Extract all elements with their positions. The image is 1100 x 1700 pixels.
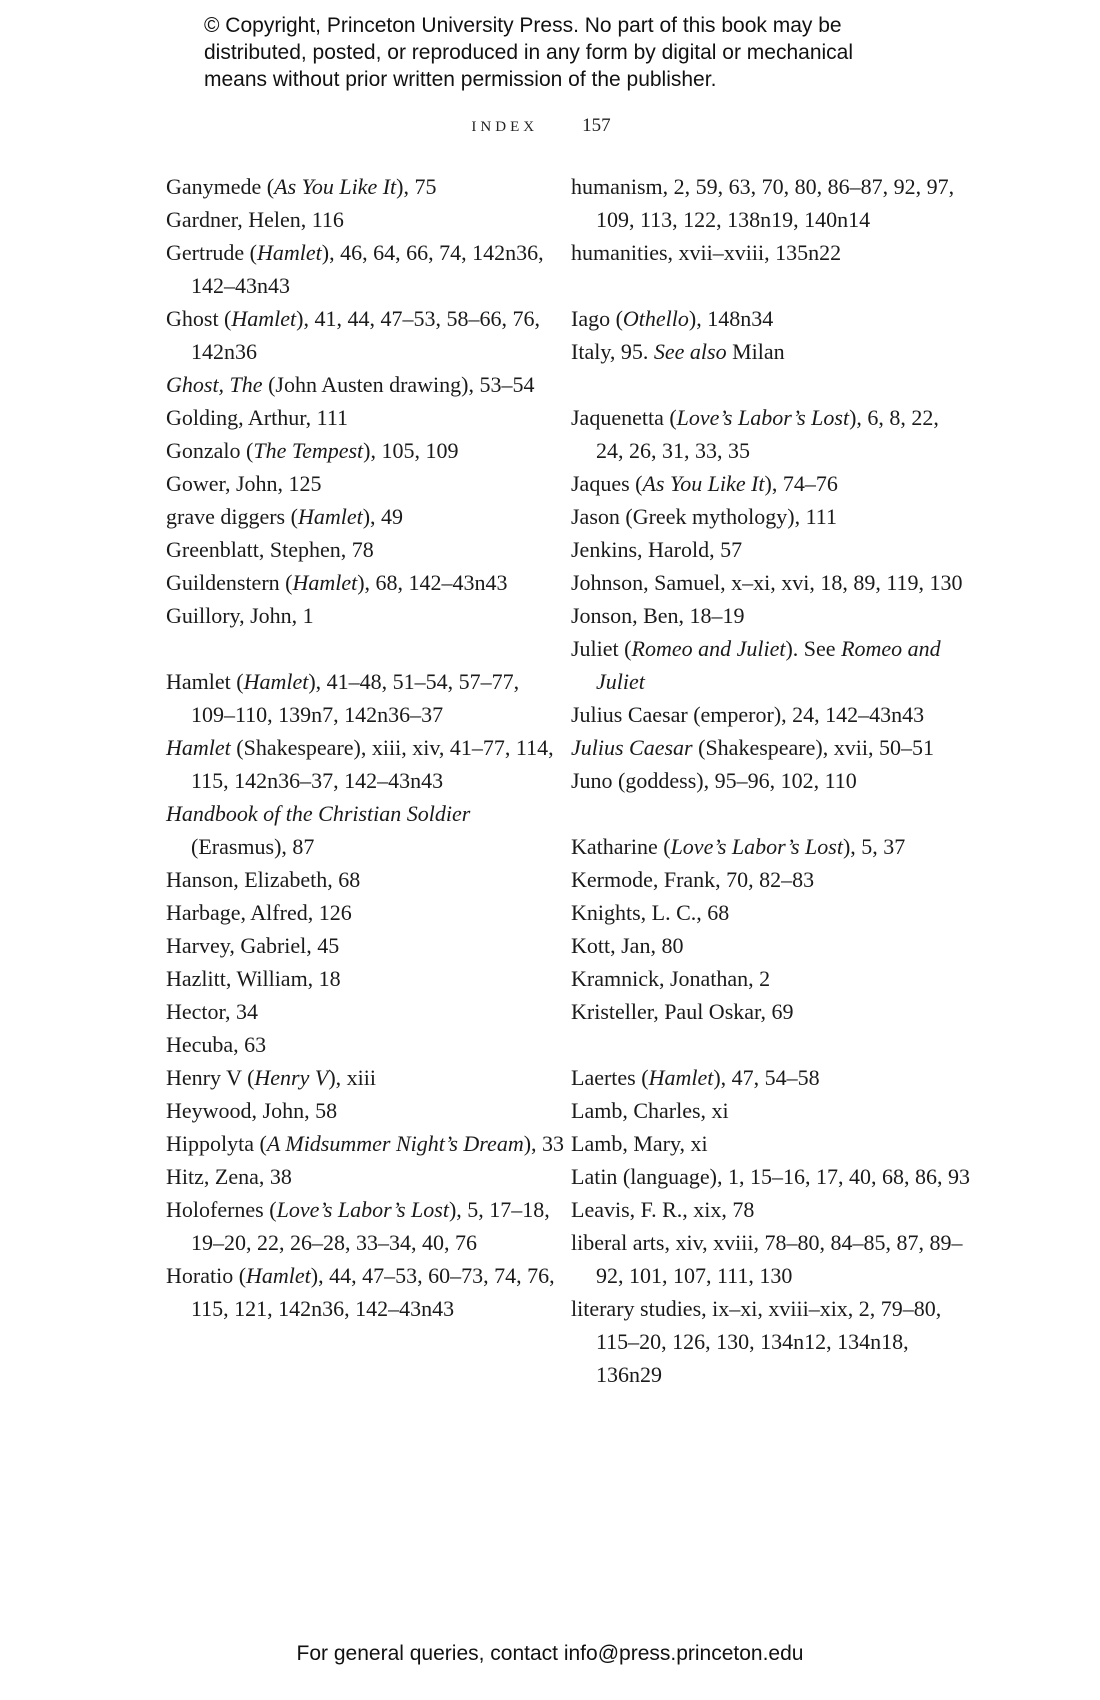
- index-entry-text: ), xiii: [328, 1065, 376, 1090]
- index-entry: [571, 764, 971, 797]
- index-entry-text: Knights, L. C., 68: [571, 900, 730, 925]
- index-entry: [571, 863, 971, 896]
- index-entry-italic-text: Ghost, The: [166, 372, 263, 397]
- index-entry-text: Katharine (: [571, 834, 671, 859]
- index-entry-text: Juno (goddess), 95–96, 102, 110: [571, 768, 857, 793]
- index-entry: [571, 962, 971, 995]
- index-entry-text: ), 74–76: [764, 471, 838, 496]
- index-entry-text: Milan: [726, 339, 785, 364]
- index-entry-text: Hector, 34: [166, 999, 258, 1024]
- index-entry-text: Gonzalo (: [166, 438, 254, 463]
- copyright-notice: [204, 12, 924, 93]
- index-entry-text: Ganymede (: [166, 174, 275, 199]
- index-entry-text: ), 5, 37: [842, 834, 906, 859]
- index-entry: [571, 335, 971, 368]
- index-entry: [166, 368, 566, 401]
- index-entry: [571, 929, 971, 962]
- index-entry-text: Johnson, Samuel, x–xi, xvi, 18, 89, 119, 130: [571, 570, 963, 595]
- index-entry: [166, 467, 566, 500]
- index-entry-italic-text: Romeo and Juliet: [596, 636, 941, 694]
- index-entry-text: ), 49: [362, 504, 404, 529]
- index-entry: [571, 236, 971, 269]
- index-entry-text: Holofernes (: [166, 1197, 277, 1222]
- index-entry-text: (Shakespeare), xvii, 50–51: [692, 735, 934, 760]
- running-head: [0, 112, 1100, 141]
- index-entry: [571, 401, 971, 467]
- index-entry: [571, 1127, 971, 1160]
- index-entry: [166, 566, 566, 599]
- index-entry: [166, 401, 566, 434]
- index-entry-text: Heywood, John, 58: [166, 1098, 338, 1123]
- index-entry-italic-text: Henry V: [254, 1065, 329, 1090]
- index-entry-text: Guillory, John, 1: [166, 603, 314, 628]
- index-entry-text: Julius Caesar (emperor), 24, 142–43n43: [571, 702, 925, 727]
- index-entry-text: Hanson, Elizabeth, 68: [166, 867, 361, 892]
- index-entry: [571, 533, 971, 566]
- index-entry-italic-text: Romeo and Juliet: [631, 636, 786, 661]
- index-entry: [571, 302, 971, 335]
- index-entry-italic-text: Hamlet: [297, 504, 363, 529]
- index-entry-text: Guildenstern (: [166, 570, 293, 595]
- index-column-right: [571, 170, 971, 1391]
- index-entry-text: Lamb, Mary, xi: [571, 1131, 708, 1156]
- index-entry-text: Kristeller, Paul Oskar, 69: [571, 999, 794, 1024]
- index-entry: [166, 203, 566, 236]
- index-entry-text: Kramnick, Jonathan, 2: [571, 966, 771, 991]
- copyright-line: distributed, posted, or reproduced in any form by digital or mechanical: [204, 41, 854, 64]
- index-entry-italic-text: Hamlet: [243, 669, 309, 694]
- index-entry-text: humanism, 2, 59, 63, 70, 80, 86–87, 92, 97, 109, 113, 122, 138n19, 140n14: [571, 174, 955, 232]
- index-entry: [571, 170, 971, 236]
- index-entry-text: ), 41, 44, 47–53, 58–66, 76, 142n36: [191, 306, 540, 364]
- index-entry-text: ), 44, 47–53, 60–73, 74, 76, 115, 121, 142n36, 142–43n43: [191, 1263, 555, 1321]
- index-entry-text: Latin (language), 1, 15–16, 17, 40, 68, 86, 93: [571, 1164, 970, 1189]
- index-entry-italic-text: Hamlet: [648, 1065, 714, 1090]
- index-entry: [166, 665, 566, 731]
- index-entry-text: Iago (: [571, 306, 623, 331]
- index-entry: [166, 929, 566, 962]
- index-entry-italic-text: The Tempest: [253, 438, 364, 463]
- index-entry: [571, 1160, 971, 1193]
- index-entry: [166, 962, 566, 995]
- index-entry-text: ), 6, 8, 22, 24, 26, 31, 33, 35: [596, 405, 939, 463]
- index-entry: [166, 533, 566, 566]
- index-entry-italic-text: Love’s Labor’s Lost: [670, 834, 843, 859]
- index-entry: [166, 731, 566, 797]
- index-entry-text: Horatio (: [166, 1263, 247, 1288]
- index-entry-italic-text: See also: [653, 339, 727, 364]
- index-entry-text: ), 148n34: [688, 306, 774, 331]
- index-entry: [166, 236, 566, 302]
- index-entry-text: Leavis, F. R., xix, 78: [571, 1197, 755, 1222]
- index-entry: [571, 698, 971, 731]
- index-entry: [166, 1127, 566, 1160]
- index-entry: [166, 434, 566, 467]
- index-entry-text: Greenblatt, Stephen, 78: [166, 537, 374, 562]
- index-entry-text: liberal arts, xiv, xviii, 78–80, 84–85, 87, 89–92, 101, 107, 111, 130: [571, 1230, 963, 1288]
- index-entry-text: Kott, Jan, 80: [571, 933, 684, 958]
- index-entry-text: ), 105, 109: [363, 438, 459, 463]
- index-entry-text: Gardner, Helen, 116: [166, 207, 344, 232]
- index-entry: [166, 599, 566, 632]
- index-entry-text: Golding, Arthur, 111: [166, 405, 349, 430]
- index-entry: [571, 731, 971, 764]
- index-entry: [571, 500, 971, 533]
- index-entry: [571, 467, 971, 500]
- index-entry-text: Jason (Greek mythology), 111: [571, 504, 837, 529]
- index-entry-italic-text: As You Like It: [642, 471, 765, 496]
- index-entry-italic-text: Hamlet: [257, 240, 322, 265]
- index-entry-text: ), 68, 142–43n43: [357, 570, 508, 595]
- index-entry-text: Harvey, Gabriel, 45: [166, 933, 340, 958]
- index-entry-text: Hazlitt, William, 18: [166, 966, 341, 991]
- index-entry-italic-text: Julius Caesar: [571, 735, 693, 760]
- index-entry: [166, 995, 566, 1028]
- index-entry-text: Juliet (: [571, 636, 632, 661]
- index-entry-italic-text: A Midsummer Night’s Dream: [266, 1131, 524, 1156]
- index-entry: [571, 995, 971, 1028]
- index-entry: [571, 1226, 971, 1292]
- index-entry-text: Gower, John, 125: [166, 471, 322, 496]
- index-entry-text: (John Austen drawing), 53–54: [262, 372, 535, 397]
- index-entry: [166, 896, 566, 929]
- footer-contact: For general queries, contact info@press.princeton.edu: [296, 1642, 804, 1665]
- index-entry: [571, 1094, 971, 1127]
- index-entry: [166, 1259, 566, 1325]
- index-entry-text: Italy, 95.: [571, 339, 654, 364]
- index-entry: [166, 302, 566, 368]
- index-entry-italic-text: Love’s Labor’s Lost: [276, 1197, 449, 1222]
- index-entry: [571, 1292, 971, 1391]
- index-entry-text: (Shakespeare), xiii, xiv, 41–77, 114, 115, 142n36–37, 142–43n43: [191, 735, 554, 793]
- index-entry-text: Hamlet (: [166, 669, 244, 694]
- index-entry: [166, 1160, 566, 1193]
- index-entry: [571, 1193, 971, 1226]
- index-entry-text: Hitz, Zena, 38: [166, 1164, 292, 1189]
- copyright-line: means without prior written permission of the publisher.: [204, 68, 717, 91]
- index-entry-text: humanities, xvii–xviii, 135n22: [571, 240, 842, 265]
- copyright-line: © Copyright, Princeton University Press. No part of this book may be: [204, 14, 842, 37]
- index-entry-text: Harbage, Alfred, 126: [166, 900, 352, 925]
- index-entry-text: Hippolyta (: [166, 1131, 267, 1156]
- index-entry-text: ), 33: [523, 1131, 565, 1156]
- index-entry-text: Henry V (: [166, 1065, 255, 1090]
- index-entry-text: Kermode, Frank, 70, 82–83: [571, 867, 815, 892]
- index-entry-italic-text: Hamlet: [166, 735, 231, 760]
- index-entry-italic-text: Hamlet: [246, 1263, 311, 1288]
- index-entry-text: Ghost (: [166, 306, 232, 331]
- index-entry: [166, 500, 566, 533]
- index-entry-italic-text: Handbook of the Christian Soldier: [166, 801, 471, 826]
- index-entry: [166, 170, 566, 203]
- index-entry: [166, 1061, 566, 1094]
- index-entry-text: Jaques (: [571, 471, 643, 496]
- index-entry: [571, 896, 971, 929]
- index-entry: [166, 1094, 566, 1127]
- index-entry-text: ), 75: [396, 174, 437, 199]
- index-entry-text: grave diggers (: [166, 504, 298, 529]
- index-entry-text: ), 5, 17–18, 19–20, 22, 26–28, 33–34, 40, 76: [191, 1197, 550, 1255]
- index-entry-text: Jaquenetta (: [571, 405, 677, 430]
- index-entry-italic-text: Othello: [622, 306, 689, 331]
- index-entry-text: Jenkins, Harold, 57: [571, 537, 743, 562]
- index-entry: [571, 1061, 971, 1094]
- index-entry: [166, 863, 566, 896]
- index-entry-text: Laertes (: [571, 1065, 649, 1090]
- index-entry-text: ), 46, 64, 66, 74, 142n36, 142–43n43: [191, 240, 544, 298]
- index-entry-text: Lamb, Charles, xi: [571, 1098, 729, 1123]
- index-entry: [571, 599, 971, 632]
- index-entry: [571, 632, 971, 698]
- index-entry-text: ). See: [785, 636, 842, 661]
- index-entry: [166, 1028, 566, 1061]
- index-entry-text: (Erasmus), 87: [191, 834, 315, 859]
- index-entry: [166, 1193, 566, 1259]
- index-entry: [571, 566, 971, 599]
- index-entry: [166, 797, 566, 863]
- index-entry-text: literary studies, ix–xi, xviii–xix, 2, 79–80, 115–20, 126, 130, 134n12, 134n18, 136n29: [571, 1296, 942, 1387]
- index-entry: [571, 830, 971, 863]
- index-entry-text: Jonson, Ben, 18–19: [571, 603, 745, 628]
- index-entry-italic-text: Hamlet: [231, 306, 297, 331]
- running-head-label: INDEX: [471, 119, 539, 135]
- index-entry-text: ), 41–48, 51–54, 57–77, 109–110, 139n7, 142n36–37: [191, 669, 520, 727]
- index-entry-text: Gertrude (: [166, 240, 258, 265]
- page-number: 157: [582, 115, 611, 136]
- index-entry-italic-text: Love’s Labor’s Lost: [676, 405, 850, 430]
- index-column-left: [166, 170, 566, 1325]
- index-entry-italic-text: Hamlet: [292, 570, 358, 595]
- index-entry-text: ), 47, 54–58: [713, 1065, 820, 1090]
- index-entry-text: Hecuba, 63: [166, 1032, 267, 1057]
- index-entry-italic-text: As You Like It: [274, 174, 397, 199]
